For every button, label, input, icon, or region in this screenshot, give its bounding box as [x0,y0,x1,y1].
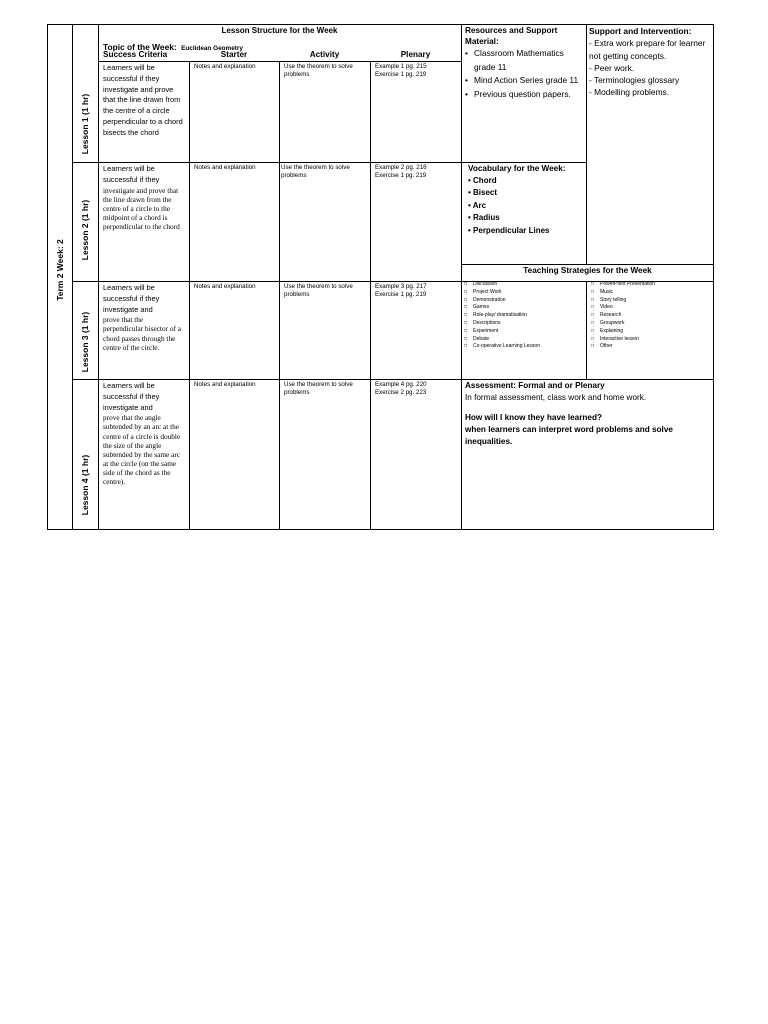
lesson-4-criteria-lead: Learners will be successful if they investigate and [103,381,160,412]
lesson-1-criteria: Learners will be successful if they investigate and prove that the line drawn from the centre of a circle perpendicular to a chord bisects the chord [103,63,183,137]
strategies-right-list [591,281,711,351]
strategy-item: □ Music [591,288,614,295]
table-divider [461,24,462,530]
vocabulary-item: • Radius [468,213,500,223]
support-item: - Extra work prepare for learner not getting concepts. [589,38,706,61]
checkbox-icon: □ [464,304,468,311]
lesson-2-criteria [103,164,185,231]
vocabulary-item: • Arc [468,200,487,210]
support-title: Support and Intervention: [589,26,692,36]
lesson-1-plenary-exercise: Exercise 1 pg. 219 [375,71,427,78]
term-week-label: Term 2 Week: 2 [55,239,65,301]
assessment-section [465,380,711,448]
strategy-item: □ Research [591,312,622,319]
lesson-2-criteria-rest: investigate and prove that the line drawn from the centre of a circle to the midpoint of a chord is perpendicular to the chord [103,185,180,231]
topic-value: Euclidean Geometry [181,45,243,52]
checkbox-icon: □ [464,319,468,326]
column-header-activity: Activity [309,50,340,59]
lesson-4-criteria-rest: prove that the angle subtended by an arc at the centre of a circle is double the size of the angle subtended by the same arc at the circle (on the same side of the chord as the centre). [103,413,181,487]
table-border-left [47,24,48,530]
checkbox-icon: □ [464,296,468,303]
table-border-bottom [47,529,714,530]
vocabulary-title: Vocabulary for the Week: [468,164,566,173]
strategy-item: □ Games [464,304,490,311]
lesson-4-label: Lesson 4 (1 hr) [80,454,90,516]
table-divider [370,61,371,530]
column-header-starter: Starter [220,50,248,59]
teaching-strategies-title: Teaching Strategies for the Week [523,266,652,275]
lesson-4-plenary [375,381,459,397]
assessment-question: How will I know they have learned? [465,413,602,422]
lesson-4-starter: Notes and explanation [194,381,256,388]
vocabulary-item: • Perpendicular Lines [468,225,550,235]
lesson-2-plenary-example: Example 2 pg. 216 [375,164,427,171]
strategy-item: □ Video [591,304,613,311]
support-item: - Peer work. [589,62,635,73]
checkbox-icon: □ [591,335,595,342]
lesson-4-plenary-exercise: Exercise 2 pg. 223 [375,389,427,396]
checkbox-icon: □ [591,343,595,350]
strategy-item: □ Explaining [591,327,624,334]
lesson-2-plenary-exercise: Exercise 1 pg. 219 [375,172,427,179]
lesson-2-starter: Notes and explanation [194,164,256,171]
strategy-item: □ Other [591,343,613,350]
vocabulary-item: • Bisect [468,188,498,198]
checkbox-icon: □ [591,304,595,311]
strategy-item: □ Interactive lesson [591,335,639,342]
resource-item: • Classroom Mathematics grade 11 [465,48,564,72]
lesson-1-plenary [375,63,459,79]
table-divider [189,61,190,530]
lesson-3-plenary-exercise: Exercise 1 pg. 219 [375,291,427,298]
column-header-plenary: Plenary [400,50,431,59]
strategy-item: □ Discussion [464,281,498,287]
checkbox-icon: □ [464,343,468,350]
bullet-icon: • [465,75,468,85]
checkbox-icon: □ [464,335,468,342]
strategy-item: □ Co-operative Learning Lesson [464,343,540,350]
table-divider [72,162,461,163]
strategy-item: □ Groupwork [591,319,625,326]
vocabulary-item: • Chord [468,176,497,185]
checkbox-icon: □ [464,312,468,319]
lesson-3-label: Lesson 3 (1 hr) [80,311,90,373]
lesson-2-criteria-lead: Learners will be successful if they [103,164,160,184]
checkbox-icon: □ [591,319,595,326]
table-divider [98,24,99,530]
lesson-1-plenary-example: Example 1 pg. 215 [375,63,427,70]
lesson-1-starter: Notes and explanation [194,63,256,70]
lesson-3-criteria-rest: prove that the perpendicular bisector of a chord passes through the centre of the circle. [103,315,181,352]
lesson-2-label: Lesson 2 (1 hr) [80,199,90,261]
lesson-1-label: Lesson 1 (1 hr) [80,93,90,155]
checkbox-icon: □ [591,327,595,334]
lesson-4-plenary-example: Example 4 pg. 220 [375,381,427,388]
checkbox-icon: □ [464,288,468,295]
checkbox-icon: □ [591,296,595,303]
table-divider [586,24,587,264]
assessment-answer: when learners can interpret word problems and solve inequalities. [465,425,673,446]
support-item: - Modelling problems. [589,87,670,98]
table-divider [72,24,73,530]
topic-label: Topic of the Week: [103,42,177,52]
checkbox-icon: □ [464,281,468,287]
strategy-item: □ Project Work [464,288,502,295]
assessment-title: Assessment: Formal and or Plenary [465,381,605,390]
lesson-4-activity: Use the theorem to solve problems [284,381,353,396]
lesson-2-activity: Use the theorem to solve problems [281,164,350,179]
strategies-left-list [464,281,584,351]
lesson-3-plenary-example: Example 3 pg. 217 [375,283,427,290]
table-divider [279,61,280,530]
vocabulary-section [468,163,583,237]
lesson-structure-title: Lesson Structure for the Week [221,26,338,35]
checkbox-icon: □ [591,281,595,287]
resources-section [465,25,584,101]
strategy-item: □ PowerPoint Presentation [591,281,656,287]
lesson-3-activity: Use the theorem to solve problems [284,283,353,298]
checkbox-icon: □ [464,327,468,334]
bullet-icon: • [465,48,468,58]
lesson-plan-table [47,24,714,530]
strategy-item: □ Role-play/ dramatisation [464,312,527,319]
lesson-3-plenary [375,283,459,299]
resource-item: • Previous question papers. [465,88,584,102]
bullet-icon: • [465,88,468,99]
support-section [589,25,711,99]
lesson-3-criteria-lead: Learners will be successful if they investigate and [103,283,160,314]
checkbox-icon: □ [591,288,595,295]
strategy-item: □ Experiment [464,327,499,334]
checkbox-icon: □ [591,312,595,319]
strategy-item: □ Story telling [591,296,627,303]
lesson-4-criteria [103,381,185,486]
support-item: - Terminologies glossary [589,75,680,86]
strategy-item: □ Debate [464,335,490,342]
resources-title: Resources and Support Material: [465,26,558,46]
lesson-2-plenary [375,164,459,180]
column-header-success-criteria: Success Criteria [103,50,168,59]
lesson-1-activity: Use the theorem to solve problems [284,63,353,78]
lesson-3-criteria [103,283,185,352]
strategy-item: □ Descriptions [464,319,501,326]
strategy-item: □ Demonstration [464,296,506,303]
table-divider [586,281,587,379]
assessment-text: In formal assessment, class work and home work. [465,393,647,402]
table-border-right [713,24,714,530]
resource-item: • Mind Action Series grade 11 [465,74,584,88]
lesson-3-starter: Notes and explanation [194,283,256,290]
